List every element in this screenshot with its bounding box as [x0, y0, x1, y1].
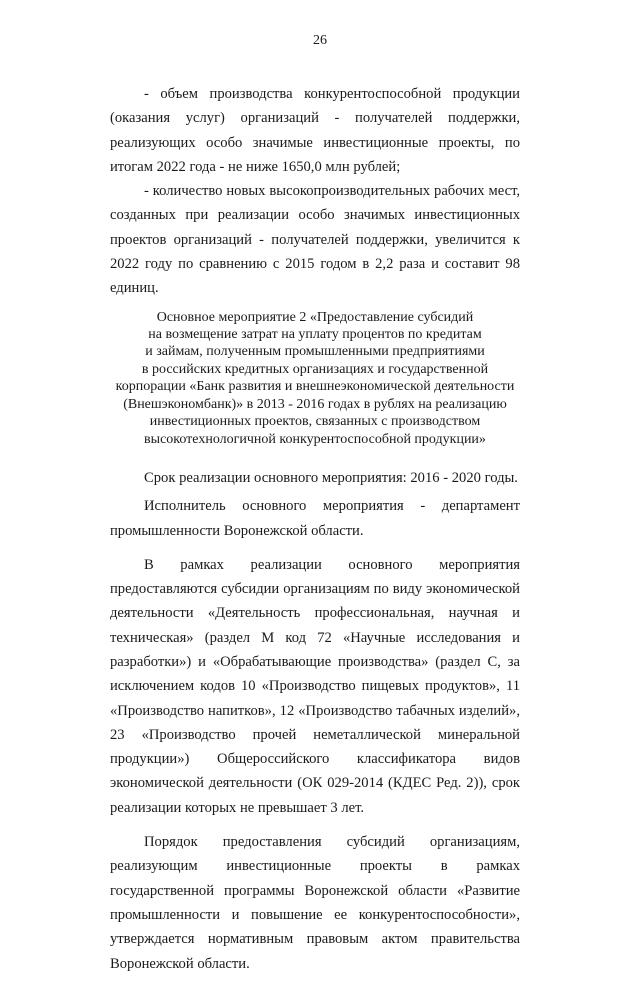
- paragraph-term: Срок реализации основного мероприятия: 2016 - 2020 годы.: [144, 469, 518, 486]
- section-heading: [110, 309, 520, 448]
- heading-line: (Внешэкономбанк)» в 2013 - 2016 годах в рублях на реализацию: [123, 396, 507, 412]
- bullet-production-volume: - объем производства конкурентоспособной продукции (оказания услуг) организаций - получателей поддержки, реализующих особо значимые инвестиционные проекты, по итогам 2022 года - не ниже 1650,0 млн рублей;: [110, 86, 520, 175]
- heading-line: инвестиционных проектов, связанных с производством: [149, 414, 481, 430]
- heading-line: корпорации «Банк развития и внешнеэкономической деятельности: [115, 379, 515, 395]
- paragraph-subsidies: В рамках реализации основного мероприятия предоставляются субсидии организациям по виду экономической деятельности «Деятельность профессиональная, научная и техническая» (раздел М код 72 «Научные исследования и разработки») и «Обрабатывающие производства» (раздел С, за исключением кодов 10 «Производство пищевых продуктов», 11 «Производство напитков», 12 «Производство табачных изделий», 23 «Производство прочей неметаллической минеральной продукции») Общероссийского классификатора видов экономической деятельности (ОК 029-2014 (КДЕС Ред. 2)), срок реализации которых не превышает 3 лет.: [110, 556, 520, 816]
- heading-line: на возмещение затрат на уплату процентов по кредитам: [148, 327, 482, 343]
- bullet-new-jobs: - количество новых высокопроизводительных рабочих мест, созданных при реализации особо значимых инвестиционных проектов организаций - получателей поддержки, увеличится к 2022 году по сравнению с 2015 годом в 2,2 раза и составит 98 единиц.: [110, 183, 520, 297]
- heading-line: и займам, полученным промышленными предприятиями: [145, 344, 485, 360]
- page-number: 26: [313, 33, 327, 48]
- heading-line: Основное мероприятие 2 «Предоставление субсидий: [156, 309, 474, 325]
- paragraph-executor: Исполнитель основного мероприятия - департамент промышленности Воронежской области.: [110, 498, 520, 539]
- page-content: [110, 82, 520, 982]
- heading-line: в российских кредитных организациях и государственной: [141, 361, 489, 377]
- paragraph-procedure: Порядок предоставления субсидий организациям, реализующим инвестиционные проекты в рамках государственной программы Воронежской области «Развитие промышленности и повышение ее конкурентоспособности», утверждается нормативным правовым актом правительства Воронежской области.: [110, 834, 520, 972]
- heading-line: высокотехнологичной конкурентоспособной продукции»: [144, 431, 486, 447]
